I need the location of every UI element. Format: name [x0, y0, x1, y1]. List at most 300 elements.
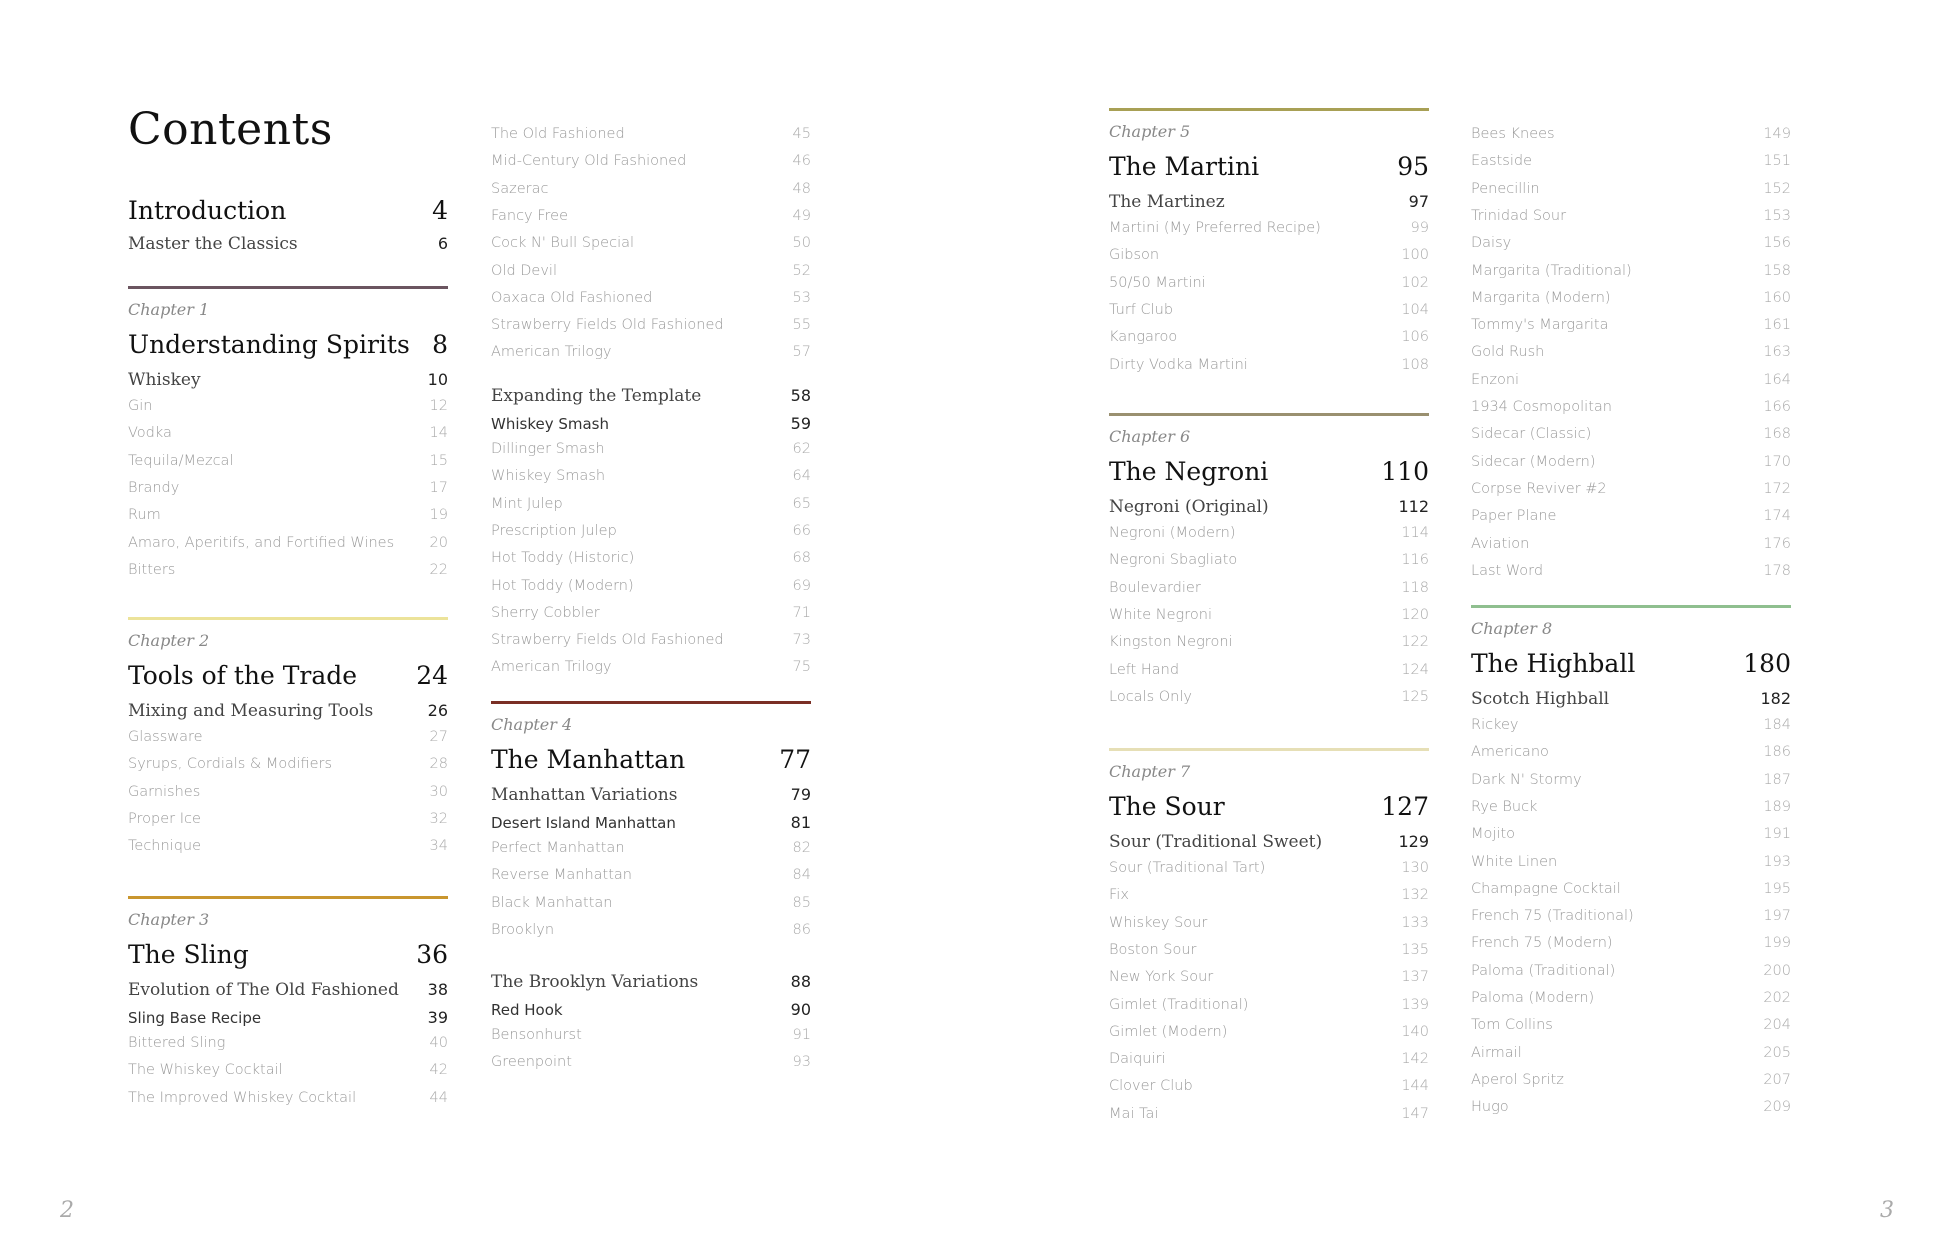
toc-entry-sub[interactable] [1471, 689, 1791, 709]
toc-entry-page-number: 91 [792, 1027, 811, 1043]
toc-entry-page-number: 68 [792, 550, 811, 567]
toc-entry-item[interactable] [1109, 1078, 1429, 1094]
toc-entry-page-number: 116 [1401, 552, 1429, 569]
toc-entry-item[interactable] [491, 922, 811, 938]
toc-entry-item[interactable] [1109, 220, 1429, 236]
toc-entry-page-number: 26 [427, 701, 448, 720]
toc-entry-page-number: 178 [1763, 562, 1791, 579]
toc-entry-page-number: 49 [792, 207, 811, 224]
toc-entry-title: American Trilogy [491, 344, 612, 361]
toc-entry-title: Negroni (Original) [1109, 497, 1269, 517]
toc-entry-item[interactable] [1471, 153, 1791, 169]
toc-entry-page-number: 152 [1763, 180, 1791, 197]
toc-entry-page-number: 97 [1408, 192, 1429, 211]
toc-entry-title: Strawberry Fields Old Fashioned [491, 317, 724, 334]
toc-entry-page-number: 27 [429, 729, 448, 745]
toc-entry-title: Sour (Traditional Sweet) [1109, 832, 1323, 852]
toc-entry-page-number: 104 [1401, 301, 1429, 318]
toc-entry-sub[interactable] [128, 234, 448, 254]
toc-entry-item[interactable] [491, 235, 811, 251]
toc-entry-item[interactable] [128, 398, 448, 414]
toc-entry-page-number: 64 [792, 468, 811, 485]
toc-entry-title: The Improved Whiskey Cocktail [128, 1089, 357, 1106]
toc-entry-item[interactable] [491, 550, 811, 566]
toc-entry-page-number: 95 [1397, 152, 1429, 181]
toc-entry-item[interactable] [491, 867, 811, 883]
page-title: Contents [128, 104, 333, 155]
toc-entry-item[interactable] [1471, 826, 1791, 842]
toc-entry-item[interactable] [1471, 744, 1791, 760]
toc-entry-sub[interactable] [491, 972, 811, 992]
toc-entry-page-number: 69 [792, 577, 811, 594]
toc-entry-title: French 75 (Modern) [1471, 935, 1613, 952]
toc-entry-title: The Brooklyn Variations [491, 972, 699, 992]
toc-entry-page-number: 114 [1401, 525, 1429, 541]
toc-entry-title: Garnishes [128, 783, 201, 800]
toc-entry-title: Kangaroo [1109, 329, 1178, 346]
toc-entry-bold[interactable] [128, 1008, 448, 1027]
chapter-label: Chapter 2 [128, 631, 210, 650]
toc-entry-page-number: 156 [1763, 235, 1791, 252]
toc-entry-page-number: 180 [1743, 649, 1791, 678]
toc-entry-item[interactable] [1471, 454, 1791, 470]
toc-entry-page-number: 200 [1763, 962, 1791, 979]
toc-entry-title: Left Hand [1109, 661, 1180, 678]
toc-entry-page-number: 195 [1763, 880, 1791, 897]
toc-entry-title: Trinidad Sour [1471, 207, 1567, 224]
toc-entry-item[interactable] [128, 535, 448, 551]
toc-entry-title: Hot Toddy (Modern) [491, 577, 634, 594]
toc-entry-item[interactable] [1109, 302, 1429, 318]
chapter-title[interactable] [128, 661, 448, 690]
toc-entry-title: Kingston Negroni [1109, 634, 1233, 651]
toc-entry-title: Negroni (Modern) [1109, 525, 1236, 541]
toc-entry-title: Tools of the Trade [128, 661, 358, 690]
toc-entry-page-number: 53 [792, 289, 811, 306]
toc-entry-item[interactable] [491, 441, 811, 457]
chapter-title[interactable] [1109, 152, 1429, 181]
toc-entry-page-number: 147 [1401, 1105, 1429, 1122]
toc-entry-title: 1934 Cosmopolitan [1471, 399, 1612, 415]
toc-entry-page-number: 38 [427, 980, 448, 999]
toc-entry-title: Whiskey Smash [491, 415, 609, 433]
page-number-left: 2 [60, 1198, 74, 1223]
toc-entry-item[interactable] [128, 1062, 448, 1078]
toc-entry-title: Gin [128, 398, 153, 414]
toc-entry-title: Sazerac [491, 180, 549, 197]
toc-entry-item[interactable] [1471, 881, 1791, 897]
chapter-divider [1109, 108, 1429, 111]
toc-entry-page-number: 46 [792, 153, 811, 170]
toc-entry-page-number: 58 [790, 386, 811, 405]
toc-entry-item[interactable] [491, 468, 811, 484]
toc-entry-title: Bittered Sling [128, 1035, 226, 1051]
chapter-divider [128, 617, 448, 620]
toc-entry-item[interactable] [491, 153, 811, 169]
toc-entry-page-number: 79 [790, 785, 811, 804]
toc-entry-page-number: 151 [1763, 153, 1791, 170]
toc-entry-title: Locals Only [1109, 688, 1192, 705]
toc-entry-page-number: 149 [1763, 126, 1791, 142]
toc-entry-page-number: 86 [792, 921, 811, 938]
toc-entry-title: Negroni Sbagliato [1109, 552, 1238, 569]
toc-entry-item[interactable] [1471, 317, 1791, 333]
toc-entry-page-number: 163 [1763, 344, 1791, 361]
toc-entry-title: Dirty Vodka Martini [1109, 356, 1248, 373]
toc-entry-page-number: 15 [429, 452, 448, 469]
toc-entry-page-number: 174 [1763, 508, 1791, 525]
toc-entry-item[interactable] [1471, 536, 1791, 552]
toc-entry-item[interactable] [128, 811, 448, 827]
toc-entry-title: The Negroni [1109, 457, 1269, 486]
toc-entry-item[interactable] [128, 784, 448, 800]
toc-entry-item[interactable] [1109, 275, 1429, 291]
toc-entry-item[interactable] [1471, 399, 1791, 415]
toc-entry-page-number: 24 [416, 661, 448, 690]
toc-entry-item[interactable] [128, 1035, 448, 1051]
toc-entry-title: Brandy [128, 479, 180, 496]
toc-entry-page-number: 93 [792, 1054, 811, 1071]
chapter-label: Chapter 7 [1109, 762, 1191, 781]
toc-entry-page-number: 125 [1401, 688, 1429, 705]
toc-entry-item[interactable] [128, 729, 448, 745]
toc-entry-title: The Sour [1109, 792, 1225, 821]
toc-entry-title: Tom Collins [1471, 1017, 1553, 1034]
toc-entry-page-number: 120 [1401, 606, 1429, 623]
toc-entry-page-number: 30 [429, 783, 448, 800]
toc-entry-title: Enzoni [1471, 371, 1520, 388]
toc-entry-item[interactable] [491, 1027, 811, 1043]
toc-entry-title: Rickey [1471, 717, 1519, 733]
toc-entry-page-number: 48 [792, 180, 811, 197]
toc-entry-sub[interactable] [128, 980, 448, 1000]
toc-entry-title: Expanding the Template [491, 386, 702, 406]
toc-entry-page-number: 176 [1763, 535, 1791, 552]
toc-entry-page-number: 137 [1401, 969, 1429, 986]
toc-entry-title: Perfect Manhattan [491, 840, 625, 856]
toc-entry-page-number: 168 [1763, 426, 1791, 443]
toc-entry-title: Desert Island Manhattan [491, 814, 676, 832]
toc-entry-bold[interactable] [491, 1000, 811, 1019]
toc-entry-item[interactable] [1109, 1024, 1429, 1040]
toc-entry-title: Old Devil [491, 262, 557, 279]
toc-entry-title: Master the Classics [128, 234, 298, 254]
toc-entry-page-number: 135 [1401, 941, 1429, 958]
toc-entry-item[interactable] [128, 562, 448, 578]
toc-entry-item[interactable] [1109, 634, 1429, 650]
toc-entry-item[interactable] [1109, 247, 1429, 263]
toc-entry-page-number: 110 [1381, 457, 1429, 486]
toc-entry-item[interactable] [491, 290, 811, 306]
toc-entry-title: Whiskey [128, 370, 201, 390]
toc-entry-item[interactable] [1471, 854, 1791, 870]
toc-entry-page-number: 90 [790, 1000, 811, 1019]
toc-entry-title: Penecillin [1471, 180, 1540, 197]
toc-entry-page-number: 42 [429, 1062, 448, 1079]
toc-entry-item[interactable] [1109, 942, 1429, 958]
toc-entry-item[interactable] [1109, 329, 1429, 345]
toc-entry-item[interactable] [1471, 263, 1791, 279]
toc-entry-page-number: 144 [1401, 1078, 1429, 1095]
toc-entry-item[interactable] [1471, 372, 1791, 388]
toc-entry-item[interactable] [1471, 1099, 1791, 1115]
toc-entry-page-number: 187 [1763, 771, 1791, 788]
toc-entry-title: The Martinez [1109, 192, 1225, 212]
toc-entry-title: Mojito [1471, 826, 1515, 843]
toc-entry-item[interactable] [1471, 208, 1791, 224]
toc-entry-item[interactable] [1471, 935, 1791, 951]
toc-entry-page-number: 32 [429, 810, 448, 827]
toc-entry-title: Dark N' Stormy [1471, 771, 1582, 788]
toc-entry-page-number: 140 [1401, 1023, 1429, 1040]
toc-entry-page-number: 62 [792, 441, 811, 457]
toc-entry-item[interactable] [1109, 580, 1429, 596]
toc-entry-item[interactable] [491, 126, 811, 142]
toc-entry-page-number: 164 [1763, 371, 1791, 388]
toc-entry-page-number: 186 [1763, 744, 1791, 761]
toc-entry-page-number: 166 [1763, 399, 1791, 415]
toc-entry-item[interactable] [1471, 772, 1791, 788]
toc-entry-title: Paloma (Modern) [1471, 990, 1595, 1006]
toc-entry-item[interactable] [128, 480, 448, 496]
toc-entry-title: Evolution of The Old Fashioned [128, 980, 399, 1000]
toc-entry-title: Boulevardier [1109, 579, 1201, 596]
toc-entry-page-number: 199 [1763, 935, 1791, 952]
chapter-label: Chapter 1 [128, 300, 210, 319]
toc-entry-title: Rye Buck [1471, 798, 1538, 815]
page-number-right: 3 [1880, 1198, 1894, 1223]
toc-entry-title: Last Word [1471, 562, 1544, 579]
toc-entry-title: Whiskey Sour [1109, 914, 1208, 931]
chapter-divider [1471, 605, 1791, 608]
chapter-label: Chapter 8 [1471, 619, 1553, 638]
toc-entry-item[interactable] [1109, 689, 1429, 705]
toc-entry-item[interactable] [1109, 525, 1429, 541]
toc-entry-title: Bees Knees [1471, 126, 1555, 142]
toc-entry-item[interactable] [491, 1054, 811, 1070]
toc-entry-title: White Negroni [1109, 606, 1212, 623]
toc-entry-item[interactable] [128, 453, 448, 469]
toc-entry-page-number: 6 [437, 234, 448, 253]
toc-entry-page-number: 172 [1763, 480, 1791, 497]
toc-entry-page-number: 28 [429, 756, 448, 773]
toc-entry-title: Margarita (Traditional) [1471, 262, 1632, 279]
toc-entry-item[interactable] [1471, 963, 1791, 979]
toc-entry-page-number: 57 [792, 344, 811, 361]
toc-entry-item[interactable] [1109, 607, 1429, 623]
toc-entry-title: Glassware [128, 729, 203, 745]
chapter-title[interactable] [128, 330, 448, 359]
toc-entry-title: Black Manhattan [491, 894, 613, 911]
toc-entry-title: Margarita (Modern) [1471, 289, 1611, 306]
toc-entry-item[interactable] [491, 181, 811, 197]
toc-entry-bold[interactable] [491, 414, 811, 433]
toc-entry-page-number: 161 [1763, 317, 1791, 334]
toc-entry-page-number: 84 [792, 867, 811, 884]
toc-entry-item[interactable] [1109, 887, 1429, 903]
toc-entry-title: Tommy's Margarita [1471, 317, 1609, 334]
toc-entry-item[interactable] [1109, 860, 1429, 876]
toc-entry-page-number: 202 [1763, 990, 1791, 1006]
toc-entry-page-number: 106 [1401, 329, 1429, 346]
toc-entry-page-number: 193 [1763, 853, 1791, 870]
toc-entry-page-number: 73 [792, 632, 811, 649]
toc-entry-main[interactable] [128, 196, 448, 225]
toc-entry-page-number: 112 [1398, 497, 1429, 516]
toc-entry-item[interactable] [491, 840, 811, 856]
toc-entry-page-number: 45 [792, 126, 811, 142]
toc-entry-item[interactable] [1109, 915, 1429, 931]
toc-entry-item[interactable] [1471, 426, 1791, 442]
toc-entry-item[interactable] [491, 208, 811, 224]
toc-entry-item[interactable] [1471, 1017, 1791, 1033]
toc-entry-page-number: 85 [792, 894, 811, 911]
toc-entry-title: The Manhattan [491, 745, 686, 774]
toc-entry-item[interactable] [491, 496, 811, 512]
chapter-label: Chapter 6 [1109, 427, 1191, 446]
toc-entry-page-number: 127 [1381, 792, 1429, 821]
toc-entry-item[interactable] [1471, 908, 1791, 924]
toc-entry-page-number: 52 [792, 262, 811, 279]
toc-entry-title: Greenpoint [491, 1054, 572, 1071]
toc-entry-title: Mixing and Measuring Tools [128, 701, 374, 721]
toc-entry-page-number: 36 [416, 940, 448, 969]
toc-entry-title: Tequila/Mezcal [128, 452, 234, 469]
chapter-title[interactable] [1471, 649, 1791, 678]
toc-entry-item[interactable] [491, 344, 811, 360]
toc-entry-item[interactable] [1471, 563, 1791, 579]
toc-entry-title: Daiquiri [1109, 1051, 1166, 1068]
toc-entry-title: Sidecar (Modern) [1471, 453, 1596, 470]
toc-entry-item[interactable] [1471, 344, 1791, 360]
toc-entry-title: Daisy [1471, 235, 1512, 252]
toc-entry-item[interactable] [1471, 717, 1791, 733]
toc-entry-item[interactable] [1471, 1045, 1791, 1061]
toc-entry-title: Fancy Free [491, 207, 569, 224]
toc-entry-title: American Trilogy [491, 659, 612, 676]
toc-entry-title: Americano [1471, 744, 1549, 761]
toc-entry-item[interactable] [1471, 990, 1791, 1006]
chapter-label: Chapter 5 [1109, 122, 1191, 141]
toc-entry-page-number: 191 [1763, 826, 1791, 843]
toc-entry-sub[interactable] [128, 701, 448, 721]
toc-entry-title: The Old Fashioned [491, 126, 625, 142]
toc-entry-title: Eastside [1471, 153, 1532, 170]
toc-entry-page-number: 209 [1763, 1099, 1791, 1116]
toc-entry-item[interactable] [491, 605, 811, 621]
toc-entry-item[interactable] [491, 632, 811, 648]
toc-entry-item[interactable] [1109, 1106, 1429, 1122]
toc-entry-item[interactable] [1471, 799, 1791, 815]
toc-entry-sub[interactable] [491, 785, 811, 805]
toc-entry-item[interactable] [1109, 1051, 1429, 1067]
toc-entry-item[interactable] [491, 523, 811, 539]
toc-entry-sub[interactable] [1109, 497, 1429, 517]
toc-entry-item[interactable] [1471, 508, 1791, 524]
toc-entry-title: Technique [128, 838, 202, 855]
toc-entry-item[interactable] [128, 507, 448, 523]
toc-entry-item[interactable] [1109, 662, 1429, 678]
toc-entry-item[interactable] [491, 317, 811, 333]
toc-entry-item[interactable] [1109, 997, 1429, 1013]
toc-entry-title: Understanding Spirits [128, 330, 410, 359]
chapter-title[interactable] [1109, 457, 1429, 486]
toc-entry-page-number: 20 [429, 534, 448, 551]
toc-entry-item[interactable] [1471, 481, 1791, 497]
toc-entry-page-number: 108 [1401, 356, 1429, 373]
toc-entry-sub[interactable] [128, 370, 448, 390]
toc-entry-title: Bitters [128, 561, 176, 578]
toc-entry-item[interactable] [1471, 1072, 1791, 1088]
toc-entry-item[interactable] [491, 895, 811, 911]
toc-entry-title: Dillinger Smash [491, 441, 605, 457]
toc-entry-title: Corpse Reviver #2 [1471, 480, 1607, 497]
toc-entry-title: French 75 (Traditional) [1471, 908, 1634, 925]
toc-entry-title: Prescription Julep [491, 522, 617, 539]
toc-entry-page-number: 77 [779, 745, 811, 774]
toc-entry-item[interactable] [1471, 181, 1791, 197]
toc-entry-page-number: 82 [792, 840, 811, 856]
toc-entry-item[interactable] [1471, 126, 1791, 142]
toc-entry-page-number: 130 [1401, 860, 1429, 876]
toc-entry-item[interactable] [1471, 290, 1791, 306]
toc-entry-page-number: 129 [1398, 832, 1429, 851]
toc-entry-title: 50/50 Martini [1109, 274, 1206, 291]
toc-entry-item[interactable] [1471, 235, 1791, 251]
toc-entry-item[interactable] [1109, 357, 1429, 373]
toc-entry-page-number: 4 [432, 196, 448, 225]
toc-entry-page-number: 197 [1763, 908, 1791, 925]
chapter-divider [1109, 748, 1429, 751]
toc-entry-page-number: 34 [429, 838, 448, 855]
toc-entry-title: Martini (My Preferred Recipe) [1109, 220, 1321, 236]
toc-entry-item[interactable] [128, 756, 448, 772]
chapter-title[interactable] [128, 940, 448, 969]
toc-entry-item[interactable] [128, 1090, 448, 1106]
toc-entry-item[interactable] [1109, 552, 1429, 568]
toc-entry-title: Fix [1109, 887, 1129, 904]
toc-entry-title: Sherry Cobbler [491, 604, 600, 621]
toc-entry-title: Oaxaca Old Fashioned [491, 289, 653, 306]
toc-entry-page-number: 124 [1401, 661, 1429, 678]
toc-entry-title: Boston Sour [1109, 941, 1197, 958]
chapter-title[interactable] [1109, 792, 1429, 821]
toc-entry-item[interactable] [128, 425, 448, 441]
toc-entry-item[interactable] [128, 838, 448, 854]
chapter-title[interactable] [491, 745, 811, 774]
toc-entry-page-number: 59 [790, 414, 811, 433]
toc-entry-sub[interactable] [1109, 192, 1429, 212]
toc-entry-sub[interactable] [1109, 832, 1429, 852]
toc-entry-page-number: 65 [792, 495, 811, 512]
toc-entry-bold[interactable] [491, 813, 811, 832]
toc-entry-page-number: 55 [792, 317, 811, 334]
toc-entry-page-number: 207 [1763, 1071, 1791, 1088]
toc-entry-title: Paloma (Traditional) [1471, 962, 1616, 979]
toc-entry-item[interactable] [491, 263, 811, 279]
toc-entry-sub[interactable] [491, 386, 811, 406]
toc-entry-title: The Sling [128, 940, 249, 969]
toc-entry-item[interactable] [491, 578, 811, 594]
toc-entry-item[interactable] [491, 659, 811, 675]
toc-entry-item[interactable] [1109, 969, 1429, 985]
toc-entry-page-number: 122 [1401, 634, 1429, 651]
toc-entry-title: Aperol Spritz [1471, 1071, 1564, 1088]
toc-entry-title: Mid-Century Old Fashioned [491, 153, 687, 170]
toc-entry-title: White Linen [1471, 853, 1558, 870]
toc-entry-page-number: 99 [1410, 220, 1429, 236]
chapter-divider [1109, 413, 1429, 416]
